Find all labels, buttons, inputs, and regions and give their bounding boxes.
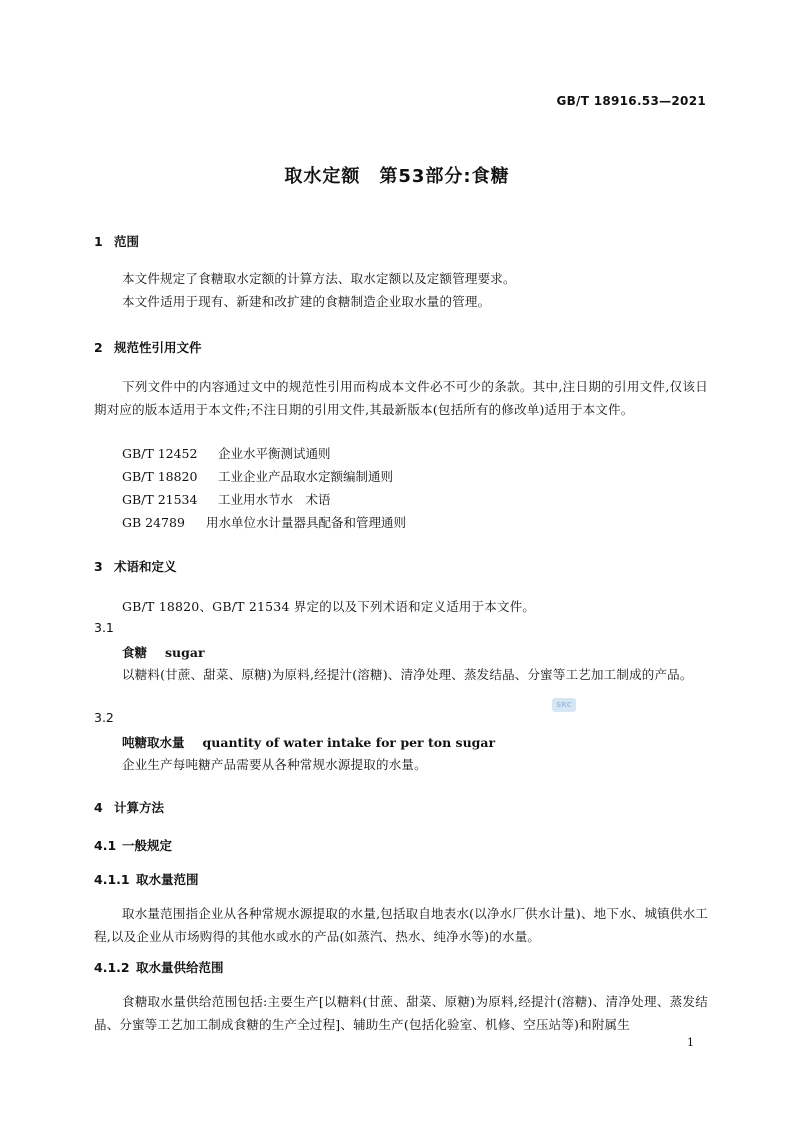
section-title: 取水量供给范围 bbox=[136, 960, 224, 975]
section-number: 3 bbox=[94, 559, 103, 574]
reference-title: 企业水平衡测试通则 bbox=[218, 446, 331, 461]
section-title: 一般规定 bbox=[122, 838, 173, 853]
section-2-heading bbox=[94, 338, 202, 356]
section-1-heading bbox=[94, 232, 139, 250]
reference-title: 用水单位水计量器具配备和管理通则 bbox=[206, 515, 407, 530]
reference-code: GB/T 12452 bbox=[122, 446, 198, 461]
document-title: 取水定额 第53部分:食糖 bbox=[284, 166, 510, 187]
term-number: 3.1 bbox=[94, 620, 114, 635]
term-english: sugar bbox=[165, 645, 205, 660]
section-title: 范围 bbox=[114, 234, 140, 249]
section-title: 术语和定义 bbox=[114, 559, 177, 574]
subsection-4-1-2-heading bbox=[94, 958, 224, 976]
term-number: 3.2 bbox=[94, 710, 114, 725]
term-definition: 企业生产每吨糖产品需要从各种常规水源提取的水量。 bbox=[122, 757, 427, 772]
term-chinese: 吨糖取水量 bbox=[122, 735, 185, 750]
standard-number: GB/T 18916.53—2021 bbox=[556, 94, 706, 108]
section-number: 1 bbox=[94, 234, 103, 249]
section-number: 2 bbox=[94, 340, 103, 355]
section-4-heading bbox=[94, 798, 164, 816]
section-number: 4.1.1 bbox=[94, 872, 130, 887]
section-3-heading bbox=[94, 557, 177, 575]
reference-item bbox=[122, 513, 406, 531]
paragraph: 本文件适用于现有、新建和改扩建的食糖制造企业取水量的管理。 bbox=[122, 294, 491, 309]
section-title: 计算方法 bbox=[114, 800, 165, 815]
reference-code: GB 24789 bbox=[122, 515, 185, 530]
term-english: quantity of water intake for per ton sugar bbox=[202, 735, 496, 750]
paragraph: 下列文件中的内容通过文中的规范性引用而构成本文件必不可少的条款。其中,注日期的引用文件,仅该日期对应的版本适用于本文件;不注日期的引用文件,其最新版本(包括所有的修改单)适用于本文件。 bbox=[94, 379, 708, 417]
watermark-logo: SRC bbox=[552, 698, 576, 712]
section-title: 取水量范围 bbox=[136, 872, 199, 887]
reference-code: GB/T 21534 bbox=[122, 492, 198, 507]
subsection-4-1-1-heading bbox=[94, 870, 199, 888]
term-entry bbox=[122, 733, 495, 751]
page-number: 1 bbox=[687, 1036, 694, 1049]
reference-item bbox=[122, 467, 393, 485]
paragraph: 取水量范围指企业从各种常规水源提取的水量,包括取自地表水(以净水厂供水计量)、地下水、城镇供水工程,以及企业从市场购得的其他水或水的产品(如蒸汽、热水、纯净水等)的水量。 bbox=[94, 906, 708, 944]
term-definition: 以糖料(甘蔗、甜菜、原糖)为原料,经提汁(溶糖)、清净处理、蒸发结晶、分蜜等工艺加工制成的产品。 bbox=[122, 667, 693, 682]
section-number: 4.1 bbox=[94, 838, 117, 853]
reference-item bbox=[122, 490, 331, 508]
reference-title: 工业用水节水 术语 bbox=[218, 492, 331, 507]
term-chinese: 食糖 bbox=[122, 645, 148, 660]
reference-title: 工业企业产品取水定额编制通则 bbox=[218, 469, 394, 484]
reference-item bbox=[122, 444, 331, 462]
term-entry bbox=[122, 643, 205, 661]
subsection-4-1-heading bbox=[94, 836, 172, 854]
paragraph: 食糖取水量供给范围包括:主要生产[以糖料(甘蔗、甜菜、原糖)为原料,经提汁(溶糖)、清净处理、蒸发结晶、分蜜等工艺加工制成食糖的生产全过程]、辅助生产(包括化验室、机修、空压站等)和附属生 bbox=[94, 994, 708, 1032]
reference-code: GB/T 18820 bbox=[122, 469, 198, 484]
section-number: 4 bbox=[94, 800, 103, 815]
section-title: 规范性引用文件 bbox=[114, 340, 202, 355]
section-number: 4.1.2 bbox=[94, 960, 130, 975]
paragraph: 本文件规定了食糖取水定额的计算方法、取水定额以及定额管理要求。 bbox=[122, 271, 516, 286]
paragraph: GB/T 18820、GB/T 21534 界定的以及下列术语和定义适用于本文件。 bbox=[122, 599, 536, 614]
